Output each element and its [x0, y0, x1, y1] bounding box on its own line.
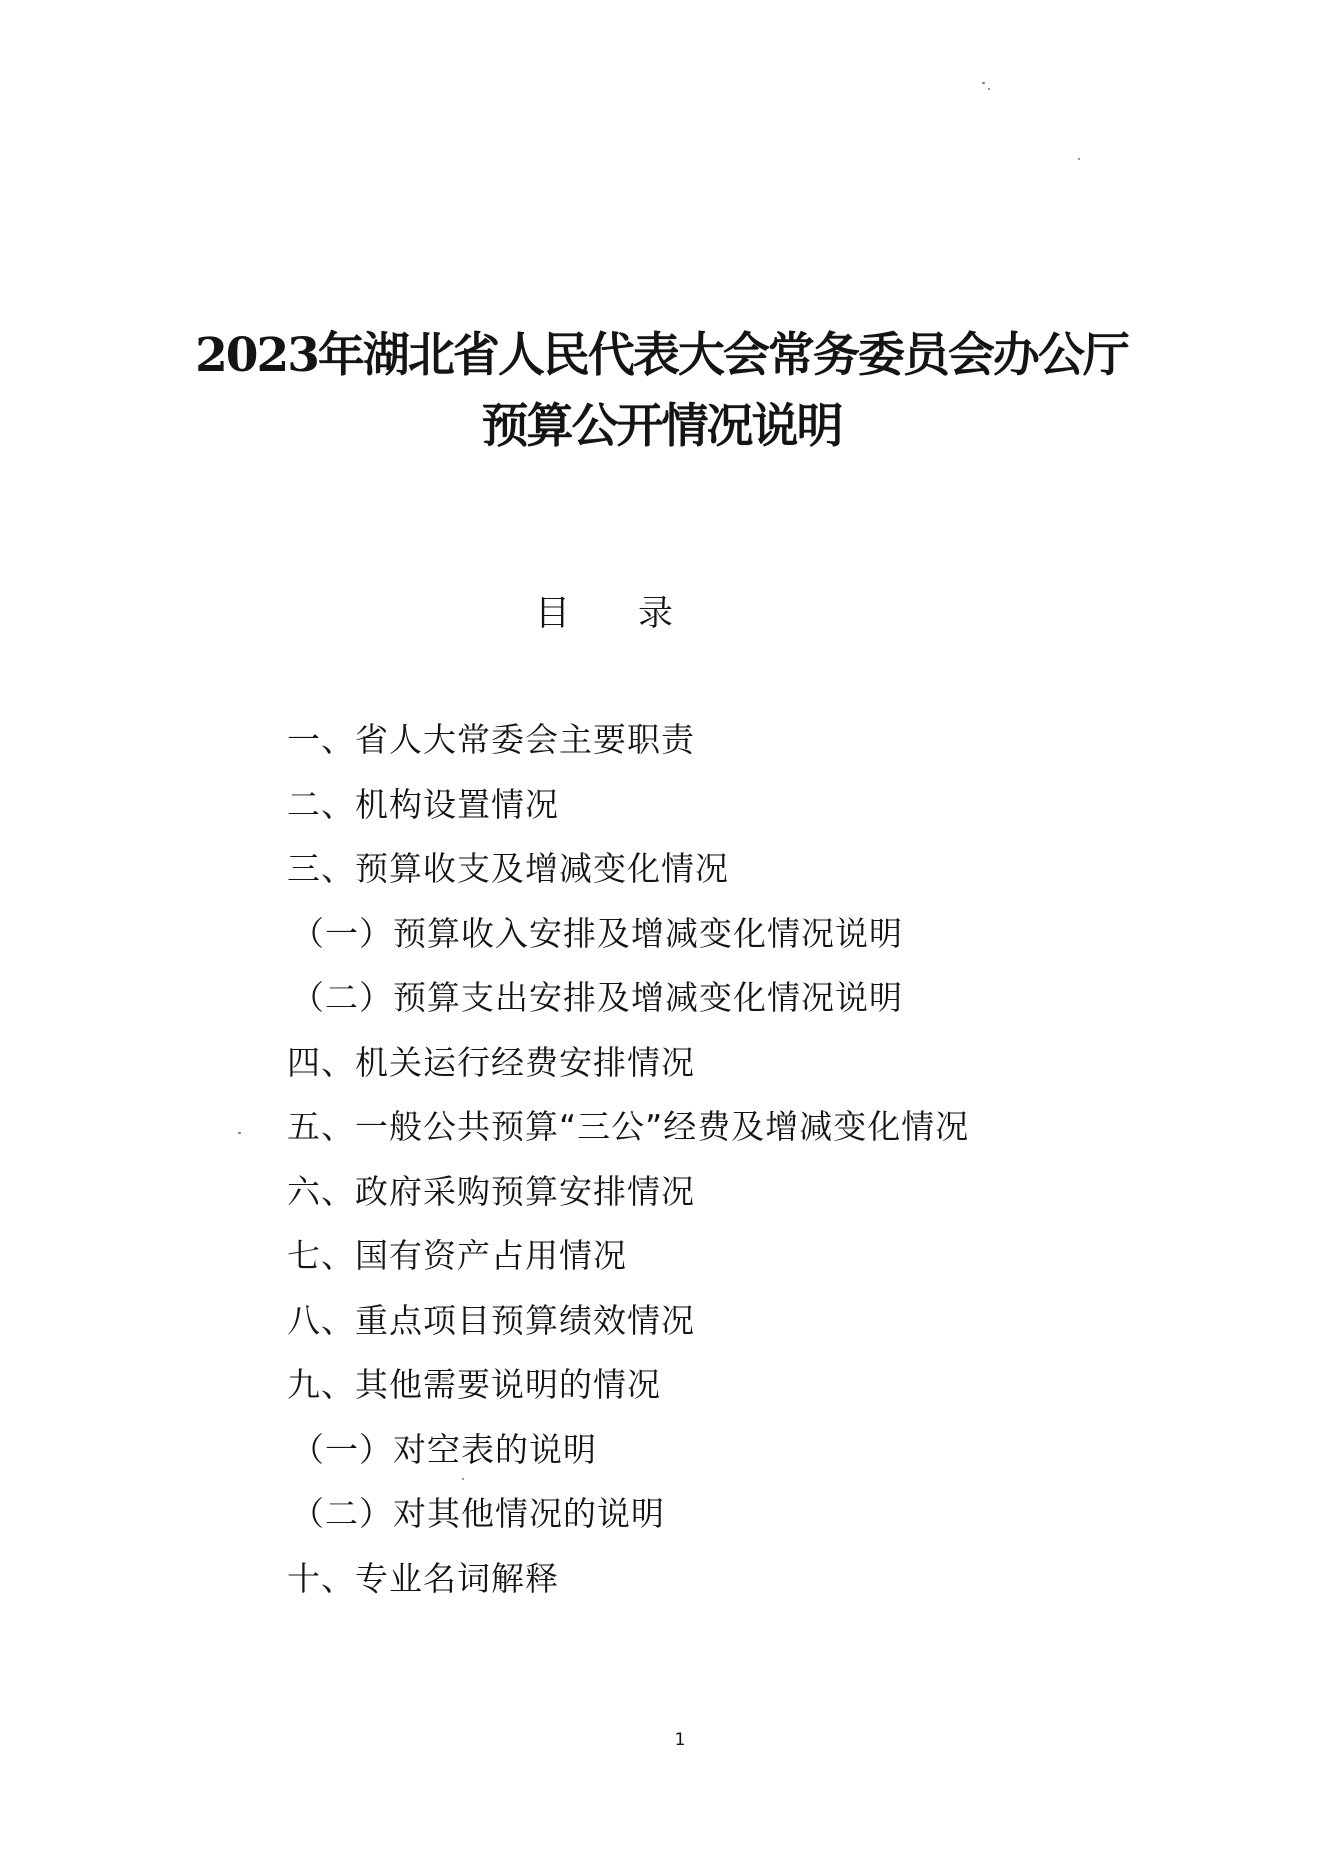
document-title-line-1: 2023年湖北省人民代表大会常务委员会办公厅	[195, 328, 1128, 383]
toc-heading-char-1: 目	[535, 594, 571, 634]
toc-heading-char-2: 录	[638, 594, 674, 634]
toc-item-9-2: （二）对其他情况的说明	[291, 1494, 665, 1533]
scan-speck	[1078, 158, 1080, 160]
scan-speck	[462, 1478, 464, 1480]
page-number: 1	[674, 1730, 686, 1750]
toc-item-3-2: （二）预算支出安排及增减变化情况说明	[291, 978, 903, 1017]
toc-item-9-1: （一）对空表的说明	[291, 1429, 597, 1469]
toc-item-5: 五、一般公共预算“三公”经费及增减变化情况	[287, 1107, 970, 1146]
toc-item-6: 六、政府采购预算安排情况	[287, 1171, 695, 1211]
toc-item-8: 八、重点项目预算绩效情况	[287, 1300, 695, 1340]
scan-speck	[982, 82, 985, 84]
toc-item-7: 七、国有资产占用情况	[287, 1236, 627, 1275]
toc-item-3-1: （一）预算收入安排及增减变化情况说明	[291, 913, 903, 953]
toc-item-2: 二、机构设置情况	[287, 784, 559, 824]
toc-heading	[535, 592, 695, 636]
toc-item-4: 四、机关运行经费安排情况	[287, 1042, 695, 1082]
toc-item-9: 九、其他需要说明的情况	[287, 1365, 661, 1404]
table-of-contents	[287, 718, 969, 1621]
toc-item-10: 十、专业名词解释	[287, 1558, 559, 1598]
scan-speck	[988, 88, 990, 90]
document-title-line-2: 预算公开情况说明	[481, 399, 842, 454]
toc-item-3: 三、预算收支及增减变化情况	[287, 849, 729, 888]
toc-item-1: 一、省人大常委会主要职责	[287, 720, 695, 759]
scan-speck	[238, 1132, 241, 1134]
